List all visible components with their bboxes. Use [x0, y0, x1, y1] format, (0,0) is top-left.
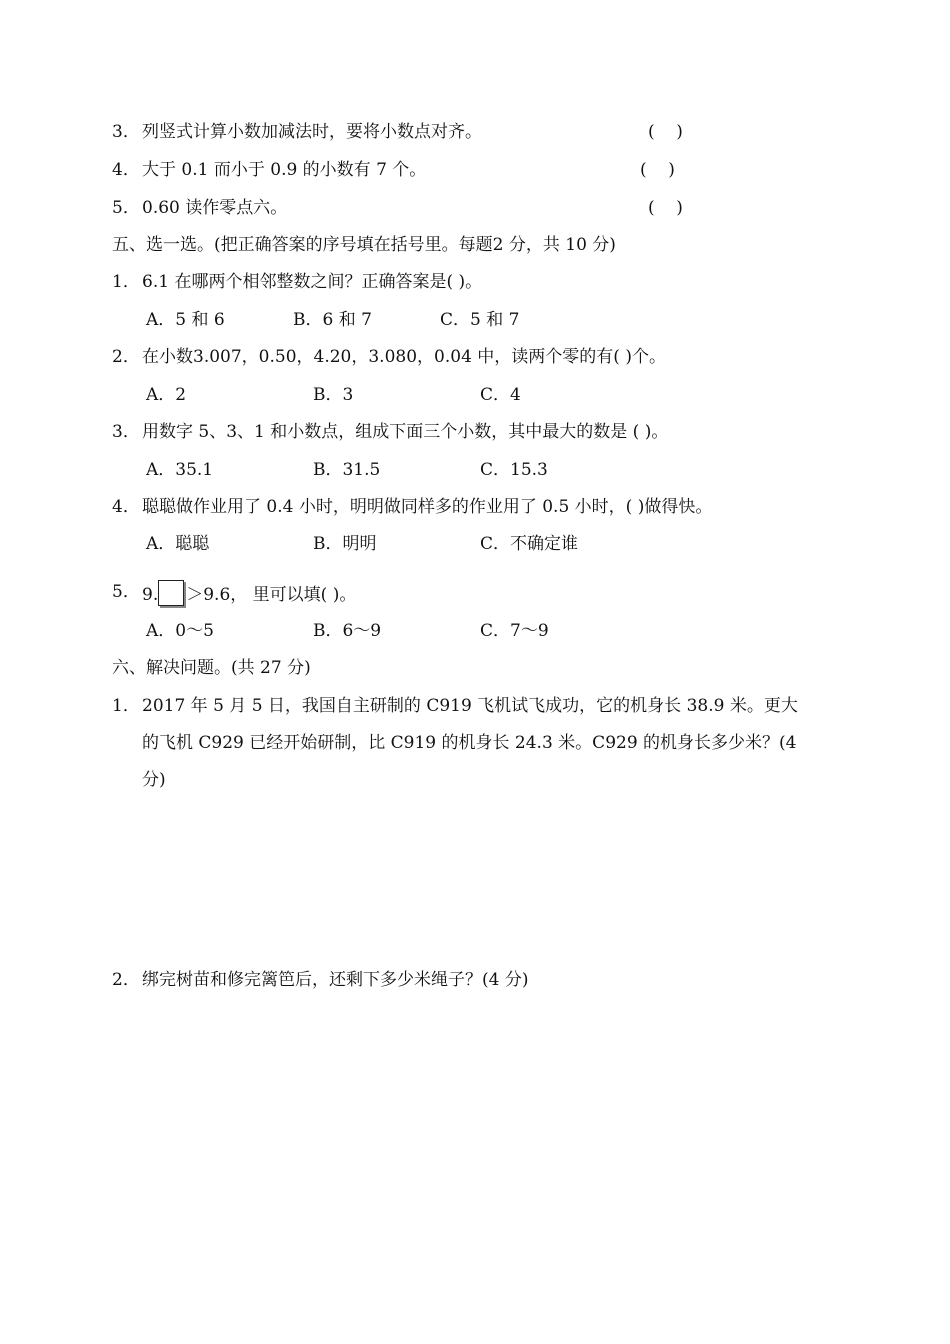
- option-a[interactable]: A．0～5: [146, 621, 214, 641]
- item-text: 在小数3.007，0.50，4.20，3.080，0.04 中，读两个零的有( )个。: [142, 347, 666, 367]
- item-text: 用数字 5、3、1 和小数点，组成下面三个小数，其中最大的数是 ( )。: [142, 422, 669, 442]
- problem-line: 的飞机 C929 已经开始研制，比 C919 的机身长 24.3 米。C929 的机身长多少米？(4: [142, 733, 797, 753]
- section-six-title: 六、解决问题。(共 27 分): [112, 658, 311, 678]
- item-text: 列竖式计算小数加减法时，要将小数点对齐。: [142, 122, 482, 142]
- section-five-title: 五、选一选。(把正确答案的序号填在括号里。每题2 分，共 10 分): [112, 235, 616, 255]
- text-prefix: 9.: [142, 585, 159, 605]
- option-c[interactable]: C．不确定谁: [480, 534, 579, 554]
- answer-blank[interactable]: ( ): [648, 198, 683, 218]
- option-a[interactable]: A．5 和 6: [146, 310, 225, 330]
- problem-line: 2017 年 5 月 5 日，我国自主研制的 C919 飞机试飞成功，它的机身长 38.9 米。更大: [142, 696, 798, 716]
- item-text: [142, 580, 356, 607]
- item-text: 6.1 在哪两个相邻整数之间？正确答案是( )。: [142, 272, 483, 292]
- problem-line: 绑完树苗和修完篱笆后，还剩下多少米绳子？(4 分): [142, 970, 529, 990]
- option-c[interactable]: C．4: [480, 385, 521, 405]
- problem-line: 分): [142, 770, 166, 790]
- answer-blank[interactable]: ( ): [648, 122, 683, 142]
- item-number: 2．: [112, 970, 140, 990]
- item-number: 1．: [112, 696, 140, 716]
- item-number: 3．: [112, 122, 140, 142]
- option-b[interactable]: B．3: [313, 385, 354, 405]
- option-b[interactable]: B．6～9: [313, 621, 382, 641]
- item-number: 4．: [112, 160, 140, 180]
- option-b[interactable]: B．明明: [313, 534, 377, 554]
- item-text: 大于 0.1 而小于 0.9 的小数有 7 个。: [142, 160, 427, 180]
- option-b[interactable]: B．6 和 7: [293, 310, 372, 330]
- text-suffix: ＞9.6， 里可以填( )。: [186, 585, 357, 605]
- item-number: 3．: [112, 422, 140, 442]
- item-number: 2．: [112, 347, 140, 367]
- blank-box-icon: [158, 580, 184, 606]
- item-text: 0.60 读作零点六。: [142, 198, 288, 218]
- item-number: 4．: [112, 497, 140, 517]
- option-a[interactable]: A．聪聪: [146, 534, 210, 554]
- item-number: 5．: [112, 198, 140, 218]
- item-number: 5．: [112, 582, 140, 602]
- answer-blank[interactable]: ( ): [640, 160, 675, 180]
- option-b[interactable]: B．31.5: [313, 460, 381, 480]
- option-c[interactable]: C．15.3: [480, 460, 548, 480]
- option-a[interactable]: A．2: [146, 385, 187, 405]
- option-a[interactable]: A．35.1: [146, 460, 214, 480]
- option-c[interactable]: C．5 和 7: [440, 310, 520, 330]
- item-number: 1．: [112, 272, 140, 292]
- item-text: 聪聪做作业用了 0.4 小时，明明做同样多的作业用了 0.5 小时，( )做得快。: [142, 497, 713, 517]
- option-c[interactable]: C．7～9: [480, 621, 549, 641]
